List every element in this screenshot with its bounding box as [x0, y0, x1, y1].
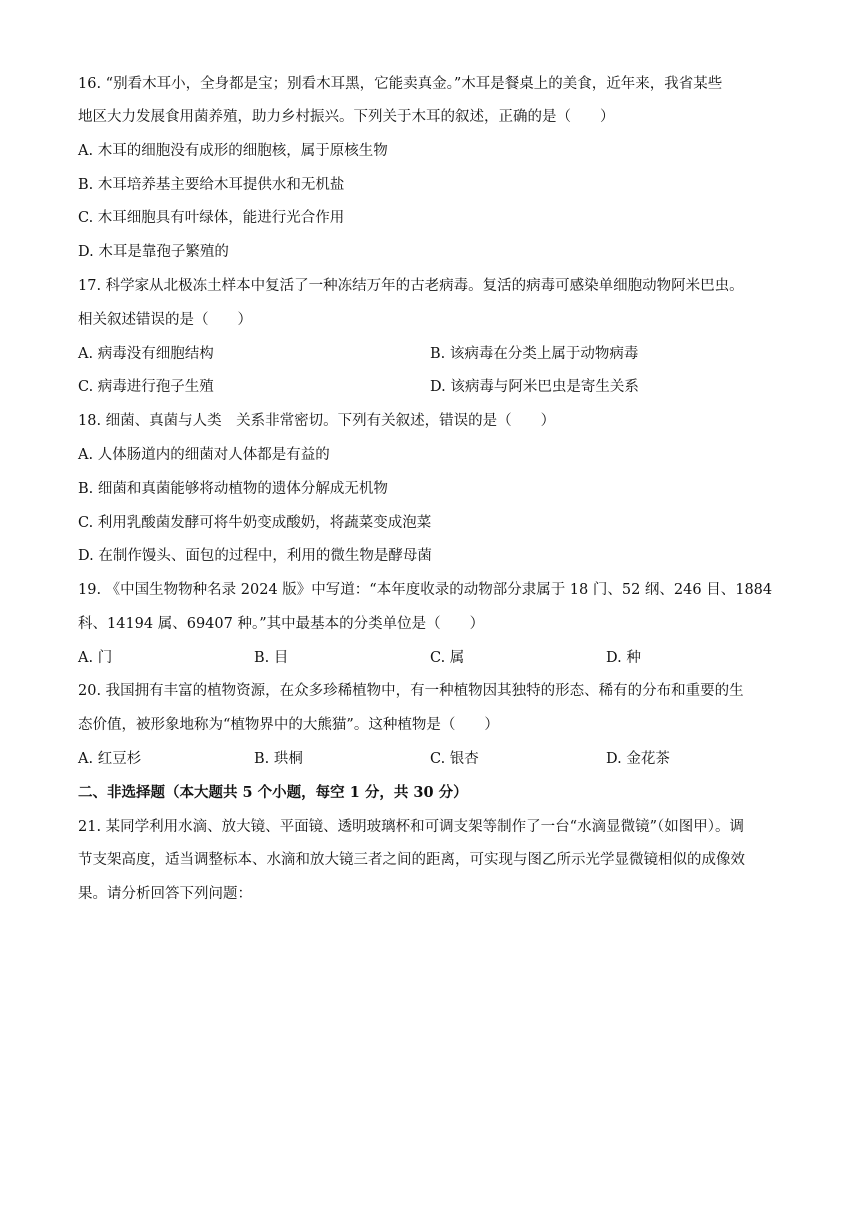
q17-option-d: D. 该病毒与阿米巴虫是寄生关系 — [430, 379, 639, 395]
q21-stem-line1: 21. 某同学利用水滴、放大镜、平面镜、透明玻璃杯和可调支架等制作了一台“水滴显微镜”（如图甲）。调 — [78, 819, 744, 835]
q16-stem-line2: 地区大力发展食用菌养殖，助力乡村振兴。下列关于木耳的叙述，正确的是（ ） — [78, 109, 615, 125]
q20-stem-line1: 20. 我国拥有丰富的植物资源，在众多珍稀植物中，有一种植物因其独特的形态、稀有的分布和重要的生 — [78, 683, 744, 699]
q21-stem-line3: 果。请分析回答下列问题： — [78, 886, 252, 902]
q20-stem-line2: 态价值，被形象地称为“植物界中的大熊猫”。这种植物是（ ） — [78, 717, 499, 733]
q19-stem-line1: 19. 《中国生物物种名录 2024 版》中写道：“本年度收录的动物部分隶属于 18 门、52 纲、246 目、1884 — [78, 582, 773, 598]
q16-option-c: C. 木耳细胞具有叶绿体，能进行光合作用 — [78, 210, 345, 226]
q16-option-a: A. 木耳的细胞没有成形的细胞核，属于原核生物 — [78, 143, 388, 159]
q18-option-a: A. 人体肠道内的细菌对人体都是有益的 — [78, 447, 330, 463]
q20-option-a: A. 红豆杉 — [78, 751, 142, 767]
q19-option-d: D. 种 — [606, 650, 641, 666]
q20-option-c: C. 银杏 — [430, 751, 479, 767]
section-heading-nonchoice: 二、非选择题（本大题共 5 个小题，每空 1 分，共 30 分） — [78, 784, 468, 801]
q19-option-a: A. 门 — [78, 650, 113, 666]
q17-option-b: B. 该病毒在分类上属于动物病毒 — [430, 346, 639, 362]
q21-stem-line2: 节支架高度，适当调整标本、水滴和放大镜三者之间的距离，可实现与图乙所示光学显微镜相似的成像效 — [78, 852, 745, 868]
q17-option-c: C. 病毒进行孢子生殖 — [78, 379, 214, 395]
q17-stem-line1: 17. 科学家从北极冻土样本中复活了一种冻结万年的古老病毒。复活的病毒可感染单细胞动物阿米巴虫。 — [78, 278, 744, 294]
q19-option-b: B. 目 — [254, 650, 289, 666]
q18-option-d: D. 在制作馒头、面包的过程中，利用的微生物是酵母菌 — [78, 548, 432, 564]
q19-option-c: C. 属 — [430, 650, 465, 666]
q16-stem-line1: 16. “别看木耳小，全身都是宝；别看木耳黑，它能卖真金。”木耳是餐桌上的美食，近年来，我省某些 — [78, 76, 723, 92]
q17-stem-line2: 相关叙述错误的是（ ） — [78, 312, 252, 328]
q20-option-d: D. 金花茶 — [606, 751, 670, 767]
q16-option-d: D. 木耳是靠孢子繁殖的 — [78, 244, 229, 260]
q18-stem-line1: 18. 细菌、真菌与人类 关系非常密切。下列有关叙述，错误的是（ ） — [78, 413, 556, 429]
q20-option-b: B. 珙桐 — [254, 751, 303, 767]
q18-option-c: C. 利用乳酸菌发酵可将牛奶变成酸奶，将蔬菜变成泡菜 — [78, 515, 432, 531]
q17-option-a: A. 病毒没有细胞结构 — [78, 346, 214, 362]
q16-option-b: B. 木耳培养基主要给木耳提供水和无机盐 — [78, 177, 345, 193]
q18-option-b: B. 细菌和真菌能够将动植物的遗体分解成无机物 — [78, 481, 388, 497]
q19-stem-line2: 科、14194 属、69407 种。”其中最基本的分类单位是（ ） — [78, 616, 485, 632]
